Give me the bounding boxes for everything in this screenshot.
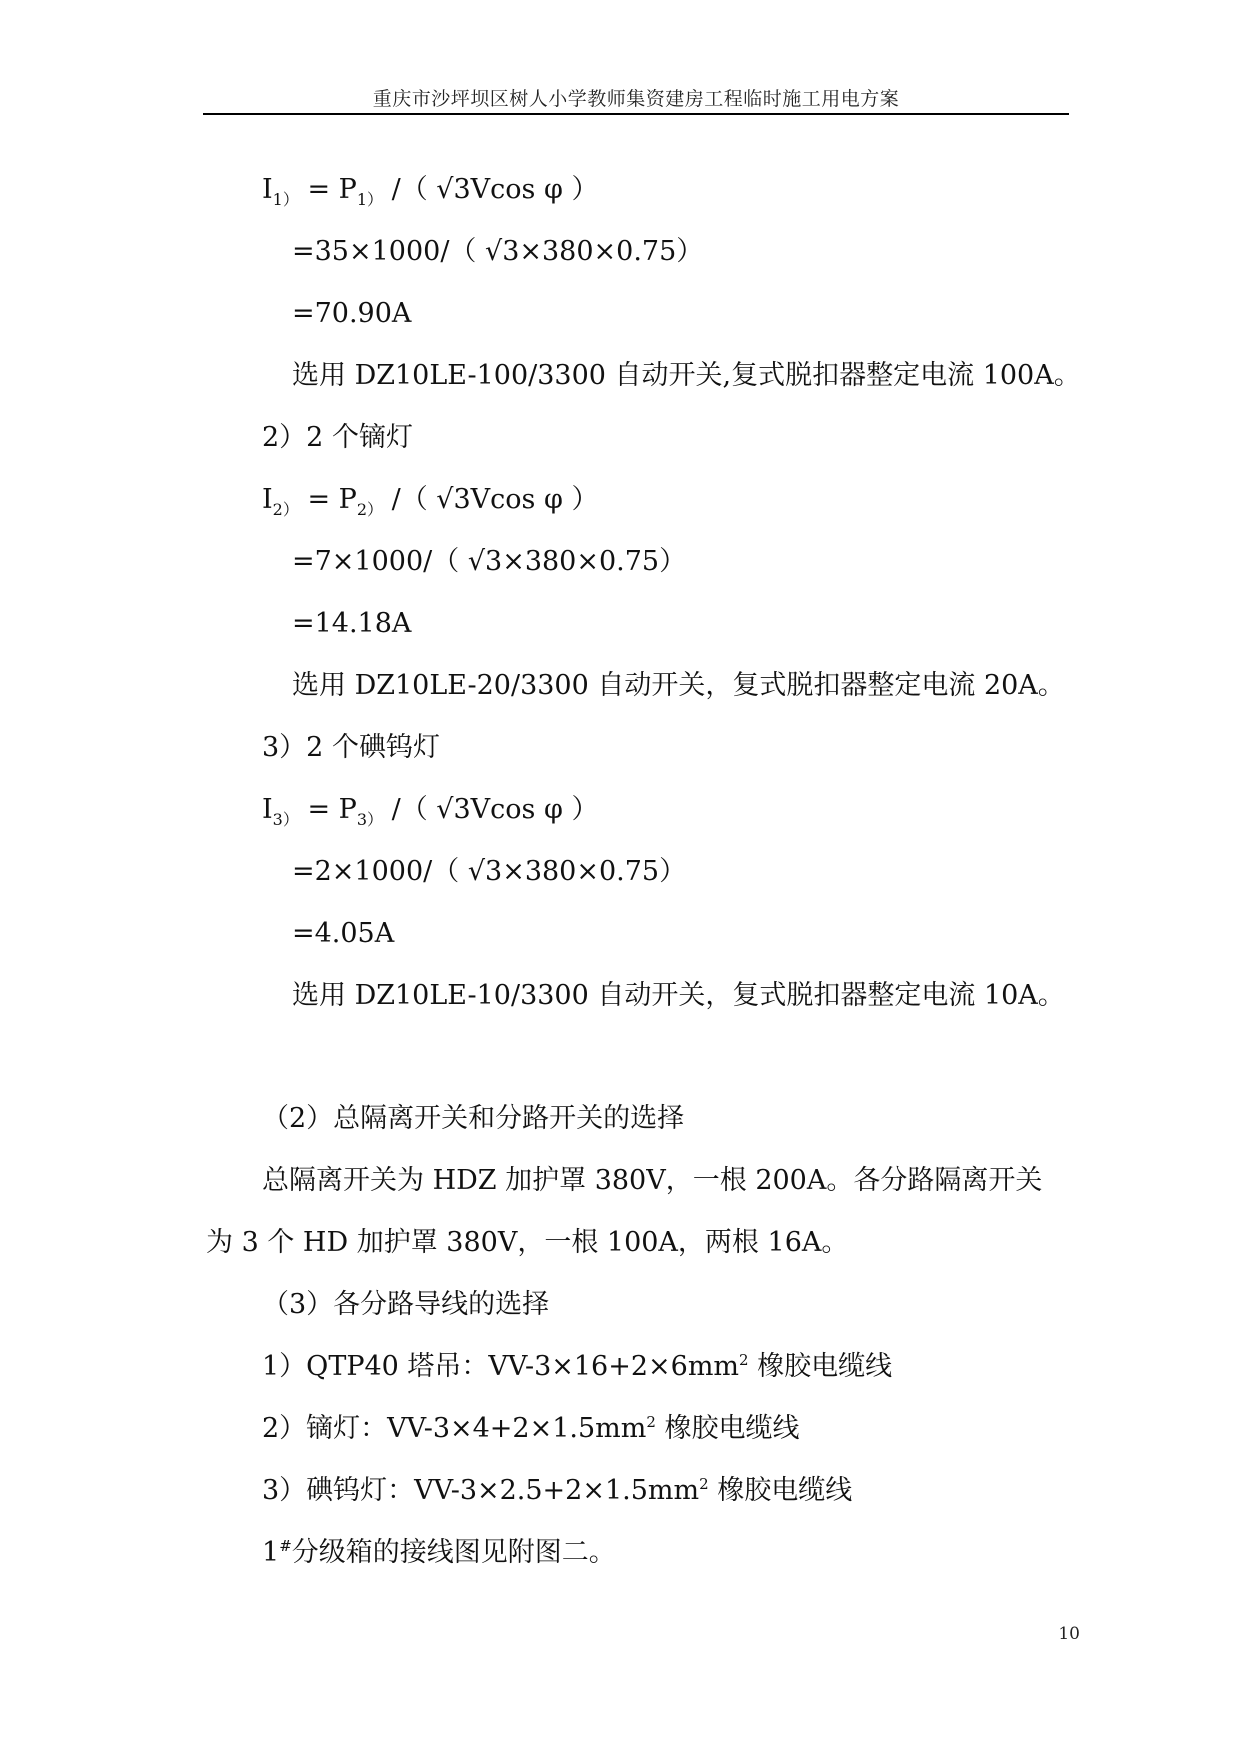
wire-item-3-superscript: 2 [699, 1475, 709, 1493]
result-line-2: =14.18A [292, 608, 412, 639]
formula-i1-lhs: I [262, 174, 273, 205]
section-heading-2: （2）总隔离开关和分路开关的选择 [262, 1103, 685, 1134]
formula-i3-lhs: I [262, 794, 273, 825]
formula-i3-equals: = P [298, 794, 357, 825]
formula-i1 [262, 174, 599, 209]
selection-line-3: 选用 DZ10LE-10/3300 自动开关，复式脱扣器整定电流 10A。 [292, 980, 1065, 1011]
formula-i2-lhs-subscript: 2） [272, 500, 299, 519]
wire-item-1-text: 1）QTP40 塔吊：VV-3×16+2×6mm [262, 1351, 740, 1382]
wire-item-1-tail: 橡胶电缆线 [748, 1351, 893, 1382]
wire-item-3-tail: 橡胶电缆线 [708, 1475, 853, 1506]
formula-i2 [262, 484, 599, 519]
formula-i2-rhs-subscript: 2） [356, 500, 384, 519]
wire-item-3 [262, 1477, 852, 1504]
wire-item-2-text: 2）镝灯：VV-3×4+2×1.5mm [262, 1413, 647, 1444]
wire-item-1 [262, 1353, 892, 1380]
wire-item-3-text: 3）碘钨灯：VV-3×2.5+2×1.5mm [262, 1475, 700, 1506]
section-2-paragraph-line-2: 为 3 个 HD 加护罩 380V，一根 100A，两根 16A。 [206, 1227, 849, 1258]
wiring-note-superscript: # [279, 1537, 292, 1555]
list-item-2: 2）2 个镝灯 [262, 422, 413, 453]
formula-i1-equals: = P [298, 174, 357, 205]
formula-i1-tail: /（ √3Vcos φ ） [383, 174, 599, 205]
result-line-3: =4.05A [292, 918, 395, 949]
section-heading-3: （3）各分路导线的选择 [262, 1289, 550, 1320]
page-number: 10 [1058, 1624, 1080, 1644]
formula-i2-tail: /（ √3Vcos φ ） [383, 484, 599, 515]
wire-item-1-superscript: 2 [739, 1351, 749, 1369]
calc-line-3: =2×1000/（ √3×380×0.75） [292, 856, 687, 887]
formula-i3-tail: /（ √3Vcos φ ） [383, 794, 599, 825]
list-item-3: 3）2 个碘钨灯 [262, 732, 440, 763]
result-line-1: =70.90A [292, 298, 412, 329]
calc-line-1: =35×1000/（ √3×380×0.75） [292, 236, 704, 267]
selection-line-1: 选用 DZ10LE-100/3300 自动开关,复式脱扣器整定电流 100A。 [292, 360, 1081, 391]
wire-item-2 [262, 1415, 800, 1442]
page-header: 重庆市沙坪坝区树人小学教师集资建房工程临时施工用电方案 [372, 88, 900, 110]
selection-line-2: 选用 DZ10LE-20/3300 自动开关，复式脱扣器整定电流 20A。 [292, 670, 1065, 701]
wiring-diagram-note [262, 1539, 616, 1566]
formula-i1-rhs-subscript: 1） [356, 190, 384, 209]
formula-i2-lhs: I [262, 484, 273, 515]
header-divider [203, 113, 1069, 115]
formula-i3-rhs-subscript: 3） [356, 810, 384, 829]
wire-item-2-superscript: 2 [646, 1413, 656, 1431]
calc-line-2: =7×1000/（ √3×380×0.75） [292, 546, 687, 577]
section-2-paragraph-line-1: 总隔离开关为 HDZ 加护罩 380V，一根 200A。各分路隔离开关 [262, 1165, 1043, 1196]
wire-item-2-tail: 橡胶电缆线 [655, 1413, 800, 1444]
formula-i1-lhs-subscript: 1） [272, 190, 299, 209]
formula-i2-equals: = P [298, 484, 357, 515]
wiring-note-text: 分级箱的接线图见附图二。 [291, 1537, 616, 1568]
formula-i3-lhs-subscript: 3） [272, 810, 299, 829]
formula-i3 [262, 794, 599, 829]
wiring-note-prefix: 1 [262, 1537, 280, 1568]
